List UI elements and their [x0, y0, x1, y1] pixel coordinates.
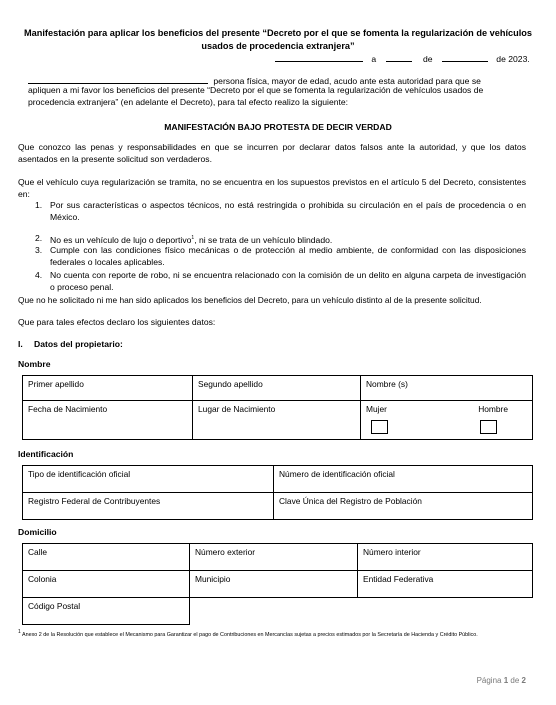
date-year: 2023. — [508, 54, 530, 64]
nombres-field[interactable]: Nombre (s) — [361, 376, 533, 401]
footnote-ref: 1 — [191, 235, 195, 241]
colonia-field[interactable]: Colonia — [23, 571, 190, 598]
mujer-checkbox[interactable] — [371, 420, 388, 434]
calle-field[interactable]: Calle — [23, 544, 190, 571]
nombre-table — [22, 375, 533, 440]
curp-field[interactable]: Clave Única del Registro de Población — [274, 493, 533, 520]
rfc-field[interactable]: Registro Federal de Contribuyentes — [23, 493, 274, 520]
name-blank[interactable] — [28, 74, 208, 84]
segundo-apellido-field[interactable]: Segundo apellido — [193, 376, 361, 401]
domicilio-table — [22, 543, 533, 625]
entidad-federativa-field[interactable]: Entidad Federativa — [358, 571, 533, 598]
paragraph-2: Que el vehículo cuya regularización se tramita, no se encuentra en los supuestos previstos en el artículo 5 del Decreto, consistentes en: — [18, 177, 526, 199]
list-num-1: 1. — [35, 200, 43, 210]
numero-interior-field[interactable]: Número interior — [358, 544, 533, 571]
date-a: a — [371, 54, 377, 64]
paragraph-3: Que no he solicitado ni me han sido aplicados los beneficios del Decreto, para un vehículo distinto al de la presente solicitud. — [18, 295, 482, 305]
mujer-label: Mujer — [366, 404, 387, 414]
intro-line-2: apliquen a mi favor los beneficios del presente “Decreto por el que se fomenta la regularización de vehículos usados de — [28, 85, 484, 95]
page-number: Página 1 de 2 — [476, 676, 526, 685]
empty-cell — [190, 598, 358, 625]
empty-cell — [358, 598, 533, 625]
domicilio-heading: Domicilio — [18, 527, 57, 537]
list-num-2: 2. — [35, 233, 43, 243]
intro-text-1: persona física, mayor de edad, acudo ante esta autoridad para que se — [213, 76, 481, 86]
identificacion-table — [22, 465, 533, 520]
date-de-1: de — [422, 54, 433, 64]
list-num-3: 3. — [35, 245, 43, 255]
list-item-1: Por sus características o aspectos técnicos, no está restringida o prohibida su circulación en el país de procedencia o en México. — [50, 200, 526, 222]
date-de-2: de — [496, 54, 506, 64]
hombre-label: Hombre — [478, 404, 508, 414]
fecha-nacimiento-field[interactable]: Fecha de Nacimiento — [23, 401, 193, 440]
paragraph-4: Que para tales efectos declaro los siguientes datos: — [18, 317, 216, 327]
numero-identificacion-field[interactable]: Número de identificación oficial — [274, 466, 533, 493]
paragraph-1: Que conozco las penas y responsabilidades en que se incurren por declarar datos falsos ante la autoridad, y que los datos asentados en la presente solicitud son verdaderos. — [18, 142, 526, 164]
identificacion-heading: Identificación — [18, 449, 74, 459]
section-i-label: Datos del propietario: — [34, 339, 123, 349]
primer-apellido-field[interactable]: Primer apellido — [23, 376, 193, 401]
footnote: 1 Anexo 2 de la Resolución que establece el Mecanismo para Garantizar el pago de Contribuciones en Mercancías sujetas a precios estimados por la Secretaría de Hacienda y Crédito Público. — [18, 629, 478, 638]
section-i-number: I. — [18, 339, 23, 349]
place-blank[interactable] — [275, 52, 363, 62]
section-heading: MANIFESTACIÓN BAJO PROTESTA DE DECIR VERDAD — [164, 122, 392, 132]
document-title: Manifestación para aplicar los beneficios del presente “Decreto por el que se fomenta la regularización de vehículos usados de procedencia extranjera” — [23, 28, 533, 51]
nombre-heading: Nombre — [18, 359, 51, 369]
municipio-field[interactable]: Municipio — [190, 571, 358, 598]
codigo-postal-field[interactable]: Código Postal — [23, 598, 190, 625]
month-blank[interactable] — [442, 52, 488, 62]
list-item-2: No es un vehículo de lujo o deportivo$^1$, ni se trata de un vehículo blindado. — [50, 234, 333, 245]
hombre-checkbox[interactable] — [480, 420, 497, 434]
list-num-4: 4. — [35, 270, 43, 280]
intro-line-3: procedencia extranjera” (en adelante el Decreto), para tal efecto realizo la siguiente: — [28, 97, 349, 107]
list-item-3: Cumple con las condiciones físico mecánicas o de protección al medio ambiente, de conformidad con las disposiciones federales o locales aplicables. — [50, 245, 526, 267]
date-line — [275, 52, 530, 64]
day-blank[interactable] — [386, 52, 412, 62]
list-item-4: No cuenta con reporte de robo, ni se encuentra relacionado con la comisión de un delito en alguna carpeta de investigación o proceso penal. — [50, 270, 526, 292]
numero-exterior-field[interactable]: Número exterior — [190, 544, 358, 571]
tipo-identificacion-field[interactable]: Tipo de identificación oficial — [23, 466, 274, 493]
lugar-nacimiento-field[interactable]: Lugar de Nacimiento — [193, 401, 361, 440]
